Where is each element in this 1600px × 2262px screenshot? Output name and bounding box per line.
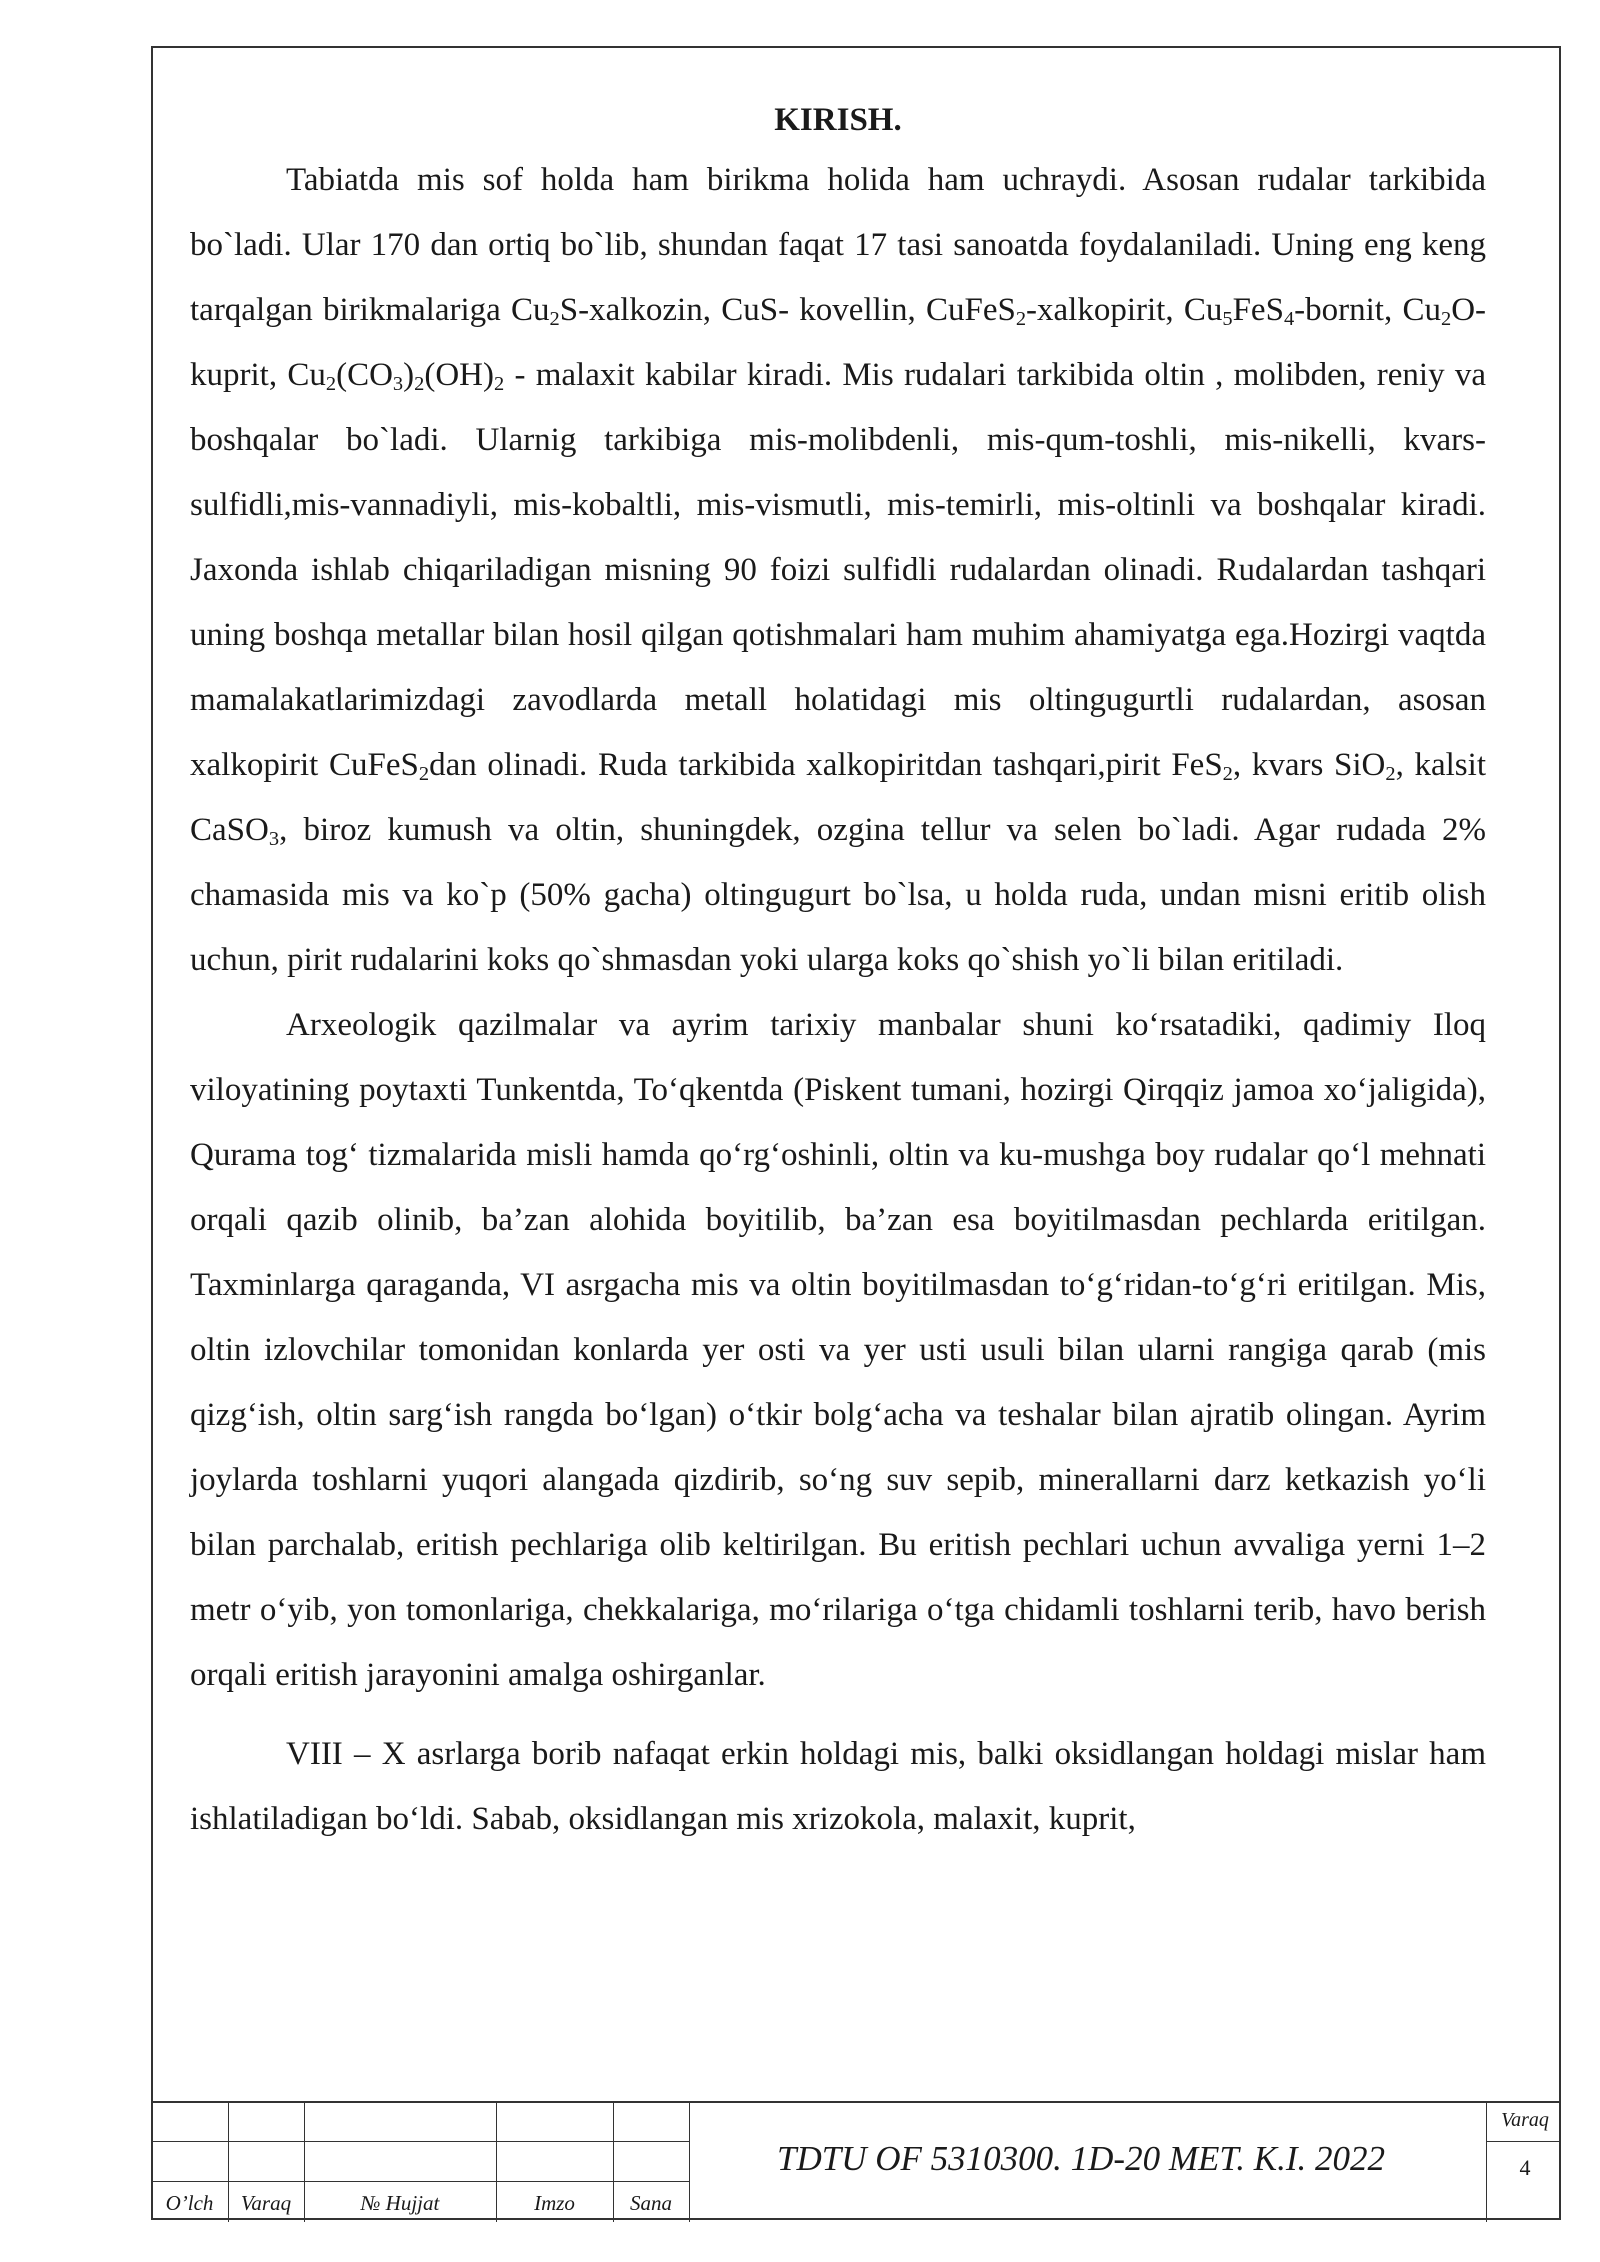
stamp-divider (689, 2103, 690, 2222)
text-run: ) (403, 357, 415, 393)
document-body (190, 92, 1486, 1852)
sheet-label: Varaq (1501, 2109, 1549, 2131)
document-code: TDTU OF 5310300. 1D-20 MET. K.I. 2022 (777, 2139, 1385, 2178)
text-run: - malaxit kabilar kiradi. Mis rudalari tarkibida oltin , molibden, reniy va boshqalar bo`ladi. Ularnig tarkibiga mis-molibdenli, mis-qum-toshli, mis-nikelli, kvars- sulfidli,mis-vannadiyli, mis-kobaltli, mis-vismutli, mis-temirli, mis-oltinli va boshqalar kiradi. Jaxonda ishlab chiqariladigan misning 90 foizi sulfidli rudalardan olinadi. Rudalardan tashqari uning boshqa metallar bilan hosil qilgan qotishmalari ham muhim ahamiyatga ega.Hozirgi vaqtda mamalakatlarimizdagi zavodlarda metall holatidagi mis oltingugurtli rudalardan, asosan xalkopirit CuFeS (190, 357, 1486, 783)
subscript: 2 (1385, 763, 1396, 786)
stamp-divider (1486, 2103, 1487, 2222)
subscript: 2 (549, 308, 560, 331)
stamp-divider (1486, 2141, 1561, 2142)
paragraph (190, 148, 1486, 993)
text-run: -bornit, Cu (1294, 292, 1441, 328)
paragraph (190, 1722, 1486, 1852)
subscript: 4 (1283, 308, 1295, 331)
paragraph (190, 993, 1486, 1708)
subscript: 2 (494, 373, 505, 396)
text-run: , kalsit CaSO (190, 747, 1486, 848)
text-run: -xalkopirit, Cu (1026, 292, 1223, 328)
text-run: (CO (336, 357, 393, 393)
stamp-divider (151, 2141, 689, 2142)
subscript: 3 (268, 828, 280, 851)
page-title: KIRISH. (774, 102, 902, 138)
subscript: 2 (414, 373, 425, 396)
subscript: 2 (418, 763, 430, 786)
text-run: FeS (1232, 292, 1284, 328)
stamp-divider (151, 2181, 689, 2182)
subscript: 2 (1015, 308, 1027, 331)
text-run: VIII – X asrlarga borib nafaqat erkin holdagi mis, balki oksidlangan holdagi mislar ham ishlatiladigan bo‘ldi. Sabab, oksidlangan mis xrizokola, malaxit, kuprit, (190, 1736, 1486, 1837)
sheet-number: 4 (1519, 2155, 1531, 2180)
text-run: (OH) (424, 357, 495, 393)
stamp-label-imzo: Imzo (534, 2191, 575, 2215)
subscript: 2 (1222, 763, 1233, 786)
text-run: , kvars SiO (1232, 747, 1386, 783)
text-run: Tabiatda mis sof holda ham birikma holida ham uchraydi. Asosan rudalar tarkibida bo`ladi. Ular 170 dan ortiq bo`lib, shundan faqat 17 tasi sanoatda foydalaniladi. Uning eng keng tarqalgan birikmalariga Cu (190, 162, 1486, 328)
text-run: Arxeologik qazilmalar va ayrim tarixiy manbalar shuni ko‘rsatadiki, qadimiy Iloq viloyatining poytaxti Tunkentda, To‘qkentda (Piskent tumani, hozirgi Qirqqiz jamoa xo‘jaligida), Qurama tog‘ tizmalarida misli hamda qo‘rg‘oshinli, oltin va ku-mushga boy rudalar qo‘l mehnati orqali qazib olinib, ba’zan alohida boyitilib, ba’zan esa boyitilmasdan pechlarda eritilgan. Taxminlarga qaraganda, VI asrgacha mis va oltin boyitilmasdan to‘g‘ridan-to‘g‘ri eritilgan. Mis, oltin izlovchilar tomonidan konlarda yer osti va yer usti usuli bilan ularni rangiga qarab (mis qizg‘ish, oltin sarg‘ish rangda bo‘lgan) o‘tkir bolg‘acha va teshalar bilan ajratib olingan. Ayrim joylarda toshlarni yuqori alangada qizdirib, so‘ng suv sepib, minerallarni darz ketkazish yo‘li bilan parchalab, eritish pechlariga olib keltirilgan. Bu eritish pechlari uchun avvaliga yerni 1–2 metr o‘yib, yon tomonlariga, chekkalariga, mo‘rilariga o‘tga chidamli toshlarni terib, havo berish orqali eritish jarayonini amalga oshirganlar. (190, 1007, 1486, 1693)
subscript: 5 (1222, 308, 1233, 331)
stamp-label-varaq: Varaq (240, 2191, 292, 2215)
text-run: S-xalkozin, CuS- kovellin, CuFeS (559, 292, 1016, 328)
subscript: 2 (325, 373, 337, 396)
stamp-label-olch: O’lch (165, 2191, 214, 2215)
subscript: 3 (392, 373, 404, 396)
subscript: 2 (1440, 308, 1452, 331)
stamp-label-hujjat: № Hujjat (360, 2191, 440, 2215)
stamp-label-sana: Sana (630, 2191, 672, 2215)
text-run: , biroz kumush va oltin, shuningdek, ozgina tellur va selen bo`ladi. Agar rudada 2% chamasida mis va ko`p (50% gacha) oltingugurt bo`lsa, u holda ruda, undan misni eritib olish uchun, pirit rudalarini koks qo`shmasdan yoki ularga koks qo`shish yo`li bilan eritiladi. (190, 812, 1486, 978)
text-run: O-kuprit, Cu (190, 292, 1487, 393)
text-run: dan olinadi. Ruda tarkibida xalkopiritdan tashqari,pirit FeS (429, 747, 1223, 783)
title-block-stamp (151, 2101, 1561, 2222)
